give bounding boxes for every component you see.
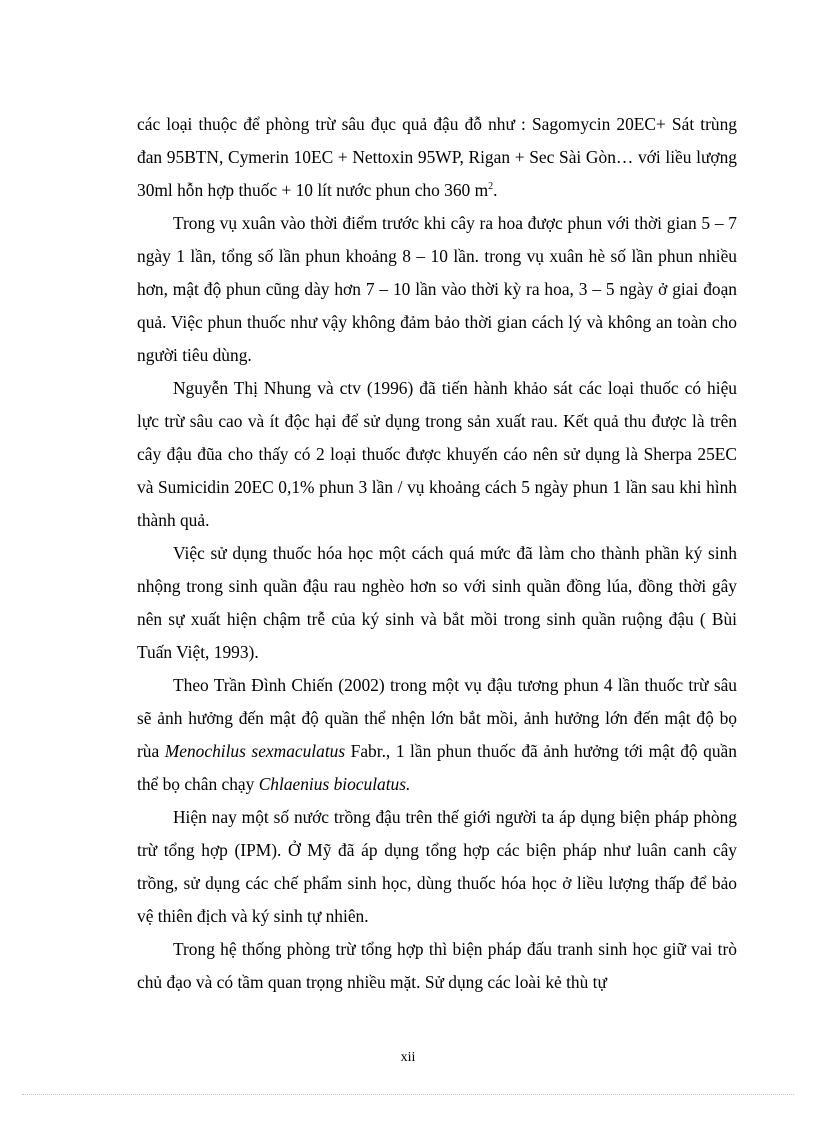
paragraph-text: các loại thuộc để phòng trừ sâu đục quả đậu đỗ như : Sagomycin 20EC+ Sát trùng đan 95BTN, Cymerin 10EC + Nettoxin 95WP, Rigan + Sec Sài Gòn… với liều lượng 30ml hỗn hợp thuốc + 10 lít nước phun cho 360 m <box>137 114 737 200</box>
paragraph-text: Theo Trần Đình Chiến (2002) trong một vụ đậu tương phun 4 lần thuốc trừ sâu sẽ ảnh hưởng đến mật độ quần thể nhện lớn bắt mồi, ảnh hưởng lớn đến mật độ bọ rùa <box>137 675 737 761</box>
page-number: xii <box>400 1050 416 1065</box>
paragraph-text: Trong vụ xuân vào thời điểm trước khi cây ra hoa được phun với thời gian 5 – 7 ngày 1 lần, tổng số lần phun khoảng 8 – 10 lần. trong vụ xuân hè số lần phun nhiều hơn, mật độ phun cũng dày hơn 7 – 10 lần vào thời kỳ ra hoa, 3 – 5 ngày ở giai đoạn quả. Việc phun thuốc như vậy không đảm bảo thời gian cách lý và không an toàn cho người tiêu dùng. <box>137 213 737 365</box>
paragraph <box>137 108 737 207</box>
paragraph <box>137 933 737 999</box>
paragraph <box>137 801 737 933</box>
paragraph-text: Hiện nay một số nước trồng đậu trên thế giới người ta áp dụng biện pháp phòng trừ tổng hợp (IPM). Ở Mỹ đã áp dụng tổng hợp các biện pháp như luân canh cây trồng, sử dụng các chế phẩm sinh học, dùng thuốc hóa học ở liều lượng thấp để bảo vệ thiên địch và ký sinh tự nhiên. <box>137 807 737 926</box>
paragraph <box>137 537 737 669</box>
paragraph-text: . <box>493 180 498 200</box>
paragraph <box>137 372 737 537</box>
superscript: 2 <box>488 181 494 193</box>
paragraph-text: Trong hệ thống phòng trừ tổng hợp thì biện pháp đấu tranh sinh học giữ vai trò chủ đạo và có tầm quan trọng nhiều mặt. Sử dụng các loài kẻ thù tự <box>137 939 737 992</box>
paragraph <box>137 207 737 372</box>
paragraph <box>137 669 737 801</box>
paragraph-text: Nguyễn Thị Nhung và ctv (1996) đã tiến hành khảo sát các loại thuốc có hiệu lực trừ sâu cao và ít độc hại để sử dụng trong sản xuất rau. Kết quả thu được là trên cây đậu đũa cho thấy có 2 loại thuốc được khuyến cáo nên sử dụng là Sherpa 25EC và Sumicidin 20EC 0,1% phun 3 lần / vụ khoảng cách 5 ngày phun 1 lần sau khi hình thành quả. <box>137 378 737 530</box>
italic-text: Menochilus sexmaculatus <box>164 741 346 761</box>
paragraph-text: Fabr., 1 lần phun thuốc đã ảnh hưởng tới mật độ quần thể bọ chân chạy <box>137 741 737 794</box>
footer-divider <box>22 1094 794 1095</box>
paragraph-text: Việc sử dụng thuốc hóa học một cách quá mức đã làm cho thành phần ký sinh nhộng trong sinh quần đậu rau nghèo hơn so với sinh quần đồng lúa, đồng thời gây nên sự xuất hiện chậm trễ của ký sinh và bắt mồi trong sinh quần ruộng đậu ( Bùi Tuấn Việt, 1993). <box>137 543 737 662</box>
italic-text: Chlaenius bioculatus. <box>258 774 411 794</box>
body-text <box>137 108 737 999</box>
